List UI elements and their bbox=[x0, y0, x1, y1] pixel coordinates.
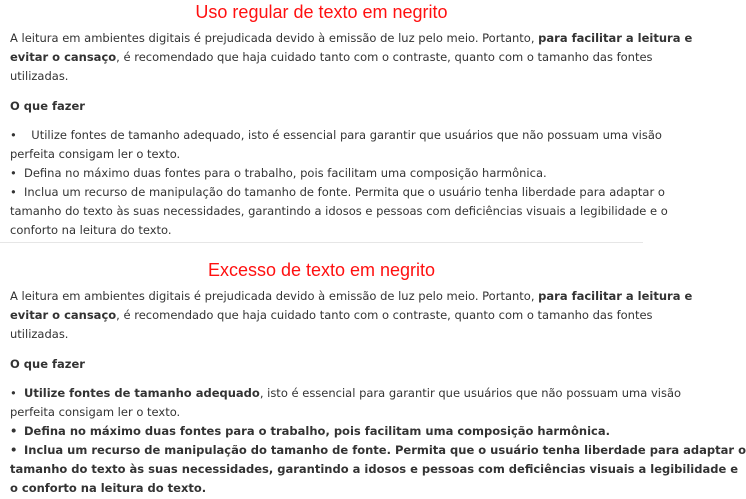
bullet-icon: • bbox=[10, 166, 17, 180]
section-title-regular: Uso regular de texto em negrito bbox=[195, 2, 448, 22]
bullet-icon: • bbox=[10, 185, 17, 199]
list-item-text: , isto é essencial para garantir que usuários que não possuam uma visão bbox=[259, 386, 682, 400]
list-item bbox=[10, 164, 650, 183]
list-item bbox=[10, 183, 665, 202]
intro-bold-text: para facilitar a leitura e bbox=[538, 289, 693, 303]
list-item-continuation: tamanho do texto às suas necessidades, garantindo a idosos e pessoas com deficiências visuais a legibilidade e o bbox=[10, 204, 668, 218]
tips-list bbox=[10, 384, 746, 498]
list-item-continuation: perfeita consigam ler o texto. bbox=[10, 405, 181, 419]
list-item-text: Defina no máximo duas fontes para o trabalho, pois facilitam uma composição harmônica. bbox=[24, 424, 611, 438]
bullet-icon: • bbox=[10, 443, 18, 457]
list-item bbox=[10, 441, 746, 460]
list-item-continuation: conforto na leitura do texto. bbox=[10, 223, 172, 237]
list-item-text: Utilize fontes de tamanho adequado, isto é essencial para garantir que usuários que não possuam uma visão bbox=[24, 128, 662, 142]
bullet-icon: • bbox=[10, 424, 18, 438]
intro-text: utilizadas. bbox=[10, 69, 69, 83]
bullet-icon: • bbox=[10, 386, 17, 400]
section-title-excess: Excesso de texto em negrito bbox=[207, 260, 436, 280]
list-item bbox=[10, 384, 682, 403]
list-item-text: Inclua um recurso de manipulação do tamanho de fonte. Permita que o usuário tenha liberdade para adaptar o bbox=[24, 185, 665, 199]
excess-bold-example bbox=[0, 243, 746, 499]
intro-bold-text: evitar o cansaço bbox=[10, 50, 117, 64]
list-item-continuation: o conforto na leitura do texto. bbox=[10, 481, 207, 495]
intro-paragraph bbox=[10, 287, 693, 344]
tips-list bbox=[10, 126, 668, 240]
list-item bbox=[10, 422, 650, 441]
what-to-do-heading: O que fazer bbox=[10, 357, 85, 371]
list-item-continuation: perfeita consigam ler o texto. bbox=[10, 147, 181, 161]
intro-text: A leitura em ambientes digitais é prejudicada devido à emissão de luz pelo meio. Portanto, bbox=[10, 289, 539, 303]
what-to-do-heading: O que fazer bbox=[10, 99, 85, 113]
article-body-excess bbox=[10, 287, 746, 498]
article-body-regular bbox=[10, 29, 693, 240]
list-item-text: Defina no máximo duas fontes para o trabalho, pois facilitam uma composição harmônica. bbox=[24, 166, 547, 180]
intro-text: , é recomendado que haja cuidado tanto com o contraste, quanto com o tamanho das fontes bbox=[116, 50, 653, 64]
regular-bold-example bbox=[0, 0, 693, 243]
intro-paragraph bbox=[10, 29, 693, 86]
list-item-continuation: tamanho do texto às suas necessidades, garantindo a idosos e pessoas com deficiências visuais a legibilidade e bbox=[10, 462, 739, 476]
intro-bold-text: evitar o cansaço bbox=[10, 308, 117, 322]
list-item-bold-text: Utilize fontes de tamanho adequado bbox=[24, 386, 260, 400]
list-item bbox=[10, 126, 662, 145]
intro-text: utilizadas. bbox=[10, 327, 69, 341]
list-item-text: Inclua um recurso de manipulação do tamanho de fonte. Permita que o usuário tenha liberdade para adaptar o bbox=[24, 443, 746, 457]
bullet-icon: • bbox=[10, 128, 17, 142]
intro-text: , é recomendado que haja cuidado tanto com o contraste, quanto com o tamanho das fontes bbox=[116, 308, 653, 322]
intro-text: A leitura em ambientes digitais é prejudicada devido à emissão de luz pelo meio. Portanto, bbox=[10, 31, 539, 45]
intro-bold-text: para facilitar a leitura e bbox=[538, 31, 693, 45]
